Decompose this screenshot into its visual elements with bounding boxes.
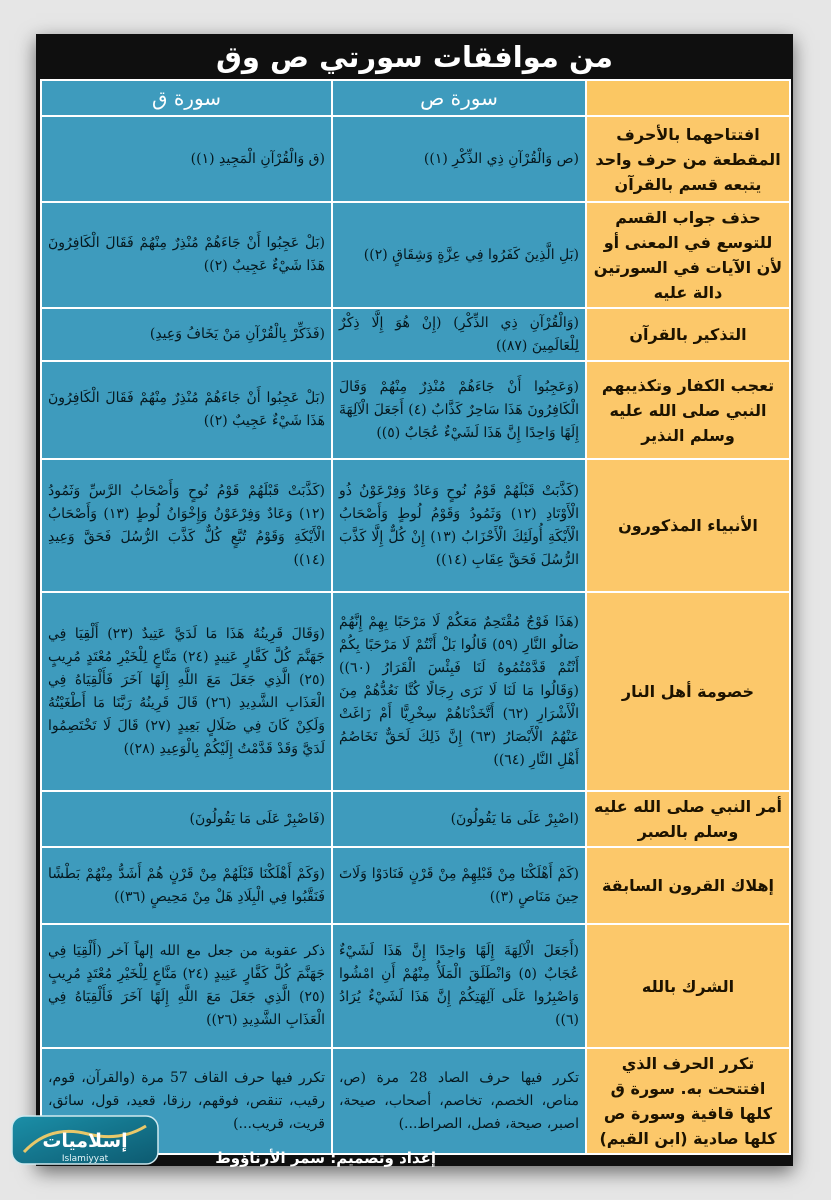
table-row bbox=[41, 924, 790, 1048]
row-sad-verse: (كَذَّبَتْ قَبْلَهُمْ قَوْمُ نُوحٍ وَعَادٌ وَفِرْعَوْنُ ذُو الْأَوْتَادِ (١٢) وَثَمُودُ وَقَوْمُ لُوطٍ وَأَصْحَابُ الْأَيْكَةِ أُولَئِكَ الْأَحْزَابُ (١٣) إِنْ كُلٌّ إِلَّا كَذَّبَ الرُّسُلَ فَحَقَّ عِقَابِ (١٤)) bbox=[332, 459, 586, 592]
row-topic: التذكير بالقرآن bbox=[586, 308, 790, 361]
row-qaf-verse: ذكر عقوبة من جعل مع الله إلهاً آخر (أَلْقِيَا فِي جَهَنَّمَ كُلَّ كَفَّارٍ عَنِيدٍ (٢٤) مَنَّاعٍ لِلْخَيْرِ مُعْتَدٍ مُرِيبٍ (٢٥) الَّذِي جَعَلَ مَعَ اللَّهِ إِلَهًا آخَرَ فَأَلْقِيَاهُ فِي الْعَذَابِ الشَّدِيدِ (٢٦)) bbox=[41, 924, 332, 1048]
row-qaf-verse: تكرر فيها حرف القاف 57 مرة (والقرآن، قوم، رقيب، تنقص، فوقهم، رزقا، قعيد، قول، سائق، قريت، قريب...) bbox=[41, 1048, 332, 1154]
row-qaf-verse: (فَاصْبِرْ عَلَى مَا يَقُولُونَ) bbox=[41, 791, 332, 847]
row-topic: أمر النبي صلى الله عليه وسلم بالصبر bbox=[586, 791, 790, 847]
page-title: من موافقات سورتي ص وق bbox=[216, 39, 613, 74]
column-header-qaf: سورة ق bbox=[41, 80, 332, 116]
table-row bbox=[41, 592, 790, 791]
row-qaf-verse: (بَلْ عَجِبُوا أَنْ جَاءَهُمْ مُنْذِرٌ مِنْهُمْ فَقَالَ الْكَافِرُونَ هَذَا شَيْءٌ عَجِيبٌ (٢)) bbox=[41, 202, 332, 308]
design-credit: إعداد وتصميم: سمر الأرناؤوط bbox=[215, 1149, 436, 1167]
row-topic: تعجب الكفار وتكذيبهم النبي صلى الله عليه وسلم النذير bbox=[586, 361, 790, 459]
table-row bbox=[41, 116, 790, 202]
logo-arabic-text: إسلاميات bbox=[42, 1130, 128, 1152]
row-topic: الشرك بالله bbox=[586, 924, 790, 1048]
table-row bbox=[41, 361, 790, 459]
header-topic-cell bbox=[586, 80, 790, 116]
row-topic: تكرر الحرف الذي افتتحت به. سورة ق كلها قافية وسورة ص كلها صادية (ابن القيم) bbox=[586, 1048, 790, 1154]
row-sad-verse: (أَجَعَلَ الْآلِهَةَ إِلَهًا وَاحِدًا إِنَّ هَذَا لَشَيْءٌ عُجَابٌ (٥) وَانْطَلَقَ الْمَلَأُ مِنْهُمْ أَنِ امْشُوا وَاصْبِرُوا عَلَى آلِهَتِكُمْ إِنَّ هَذَا لَشَيْءٌ يُرَادُ (٦)) bbox=[332, 924, 586, 1048]
row-sad-verse: (هَذَا فَوْجٌ مُقْتَحِمٌ مَعَكُمْ لَا مَرْحَبًا بِهِمْ إِنَّهُمْ صَالُو النَّارِ (٥٩) قَالُوا بَلْ أَنْتُمْ لَا مَرْحَبًا بِكُمْ أَنْتُمْ قَدَّمْتُمُوهُ لَنَا فَبِئْسَ الْقَرَارُ (٦٠)) (وَقَالُوا مَا لَنَا لَا نَرَى رِجَالًا كُنَّا نَعُدُّهُمْ مِنَ الْأَشْرَارِ (٦٢) أَتَّخَذْنَاهُمْ سِخْرِيًّا أَمْ زَاغَتْ عَنْهُمُ الْأَبْصَارُ (٦٣) إِنَّ ذَلِكَ لَحَقٌّ تَخَاصُمُ أَهْلِ النَّارِ (٦٤)) bbox=[332, 592, 586, 791]
row-topic: حذف جواب القسم للتوسع في المعنى أو لأن الآيات في السورتين دالة عليه bbox=[586, 202, 790, 308]
column-header-sad: سورة ص bbox=[332, 80, 586, 116]
row-sad-verse: (بَلِ الَّذِينَ كَفَرُوا فِي عِزَّةٍ وَشِقَاقٍ (٢)) bbox=[332, 202, 586, 308]
row-topic: افتتاحهما بالأحرف المقطعة من حرف واحد يتبعه قسم بالقرآن bbox=[586, 116, 790, 202]
logo-latin-text: Islamiyyat bbox=[61, 1154, 109, 1164]
row-sad-verse: (اصْبِرْ عَلَى مَا يَقُولُونَ) bbox=[332, 791, 586, 847]
table-header-row bbox=[41, 80, 790, 116]
row-topic: خصومة أهل النار bbox=[586, 592, 790, 791]
table-row bbox=[41, 202, 790, 308]
infographic-frame bbox=[36, 34, 793, 1166]
row-qaf-verse: (كَذَّبَتْ قَبْلَهُمْ قَوْمُ نُوحٍ وَأَصْحَابُ الرَّسِّ وَثَمُودُ (١٢) وَعَادٌ وَفِرْعَوْنُ وَإِخْوَانُ لُوطٍ (١٣) وَأَصْحَابُ الْأَيْكَةِ وَقَوْمُ تُبَّعٍ كُلٌّ كَذَّبَ الرُّسُلَ فَحَقَّ وَعِيدِ (١٤)) bbox=[41, 459, 332, 592]
row-topic: إهلاك القرون السابقة bbox=[586, 847, 790, 924]
row-sad-verse: تكرر فيها حرف الصاد 28 مرة (ص، مناص، الخصم، تخاصم، أصحاب، صيحة، اصبر، صيحة، فصل، الصراط...) bbox=[332, 1048, 586, 1154]
table-row bbox=[41, 847, 790, 924]
table-row bbox=[41, 459, 790, 592]
row-qaf-verse: (بَلْ عَجِبُوا أَنْ جَاءَهُمْ مُنْذِرٌ مِنْهُمْ فَقَالَ الْكَافِرُونَ هَذَا شَيْءٌ عَجِيبٌ (٢)) bbox=[41, 361, 332, 459]
row-sad-verse: (وَالْقُرْآنِ ذِي الذِّكْرِ) (إِنْ هُوَ إِلَّا ذِكْرٌ لِلْعَالَمِينَ (٨٧)) bbox=[332, 308, 586, 361]
islamiyyat-logo bbox=[10, 1112, 160, 1168]
row-sad-verse: (كَمْ أَهْلَكْنَا مِنْ قَبْلِهِمْ مِنْ قَرْنٍ فَنَادَوْا وَلَاتَ حِينَ مَنَاصٍ (٣)) bbox=[332, 847, 586, 924]
table-row bbox=[41, 308, 790, 361]
table-row bbox=[41, 791, 790, 847]
comparison-table bbox=[40, 79, 791, 1155]
row-qaf-verse: (وَكَمْ أَهْلَكْنَا قَبْلَهُمْ مِنْ قَرْنٍ هُمْ أَشَدُّ مِنْهُمْ بَطْشًا فَنَقَّبُوا فِي الْبِلَادِ هَلْ مِنْ مَحِيصٍ (٣٦)) bbox=[41, 847, 332, 924]
row-sad-verse: (ص وَالْقُرْآنِ ذِي الذِّكْرِ (١)) bbox=[332, 116, 586, 202]
row-qaf-verse: (ق وَالْقُرْآنِ الْمَجِيدِ (١)) bbox=[41, 116, 332, 202]
row-qaf-verse: (وَقَالَ قَرِينُهُ هَذَا مَا لَدَيَّ عَتِيدٌ (٢٣) أَلْقِيَا فِي جَهَنَّمَ كُلَّ كَفَّارٍ عَنِيدٍ (٢٤) مَنَّاعٍ لِلْخَيْرِ مُعْتَدٍ مُرِيبٍ (٢٥) الَّذِي جَعَلَ مَعَ اللَّهِ إِلَهًا آخَرَ فَأَلْقِيَاهُ فِي الْعَذَابِ الشَّدِيدِ (٢٦) قَالَ قَرِينُهُ رَبَّنَا مَا أَطْغَيْتُهُ وَلَكِنْ كَانَ فِي ضَلَالٍ بَعِيدٍ (٢٧) قَالَ لَا تَخْتَصِمُوا لَدَيَّ وَقَدْ قَدَّمْتُ إِلَيْكُمْ بِالْوَعِيدِ (٢٨)) bbox=[41, 592, 332, 791]
row-topic: الأنبياء المذكورون bbox=[586, 459, 790, 592]
row-sad-verse: (وَعَجِبُوا أَنْ جَاءَهُمْ مُنْذِرٌ مِنْهُمْ وَقَالَ الْكَافِرُونَ هَذَا سَاحِرٌ كَذَّابٌ (٤) أَجَعَلَ الْآلِهَةَ إِلَهًا وَاحِدًا إِنَّ هَذَا لَشَيْءٌ عُجَابٌ (٥)) bbox=[332, 361, 586, 459]
row-qaf-verse: (فَذَكِّرْ بِالْقُرْآنِ مَنْ يَخَافُ وَعِيدِ) bbox=[41, 308, 332, 361]
